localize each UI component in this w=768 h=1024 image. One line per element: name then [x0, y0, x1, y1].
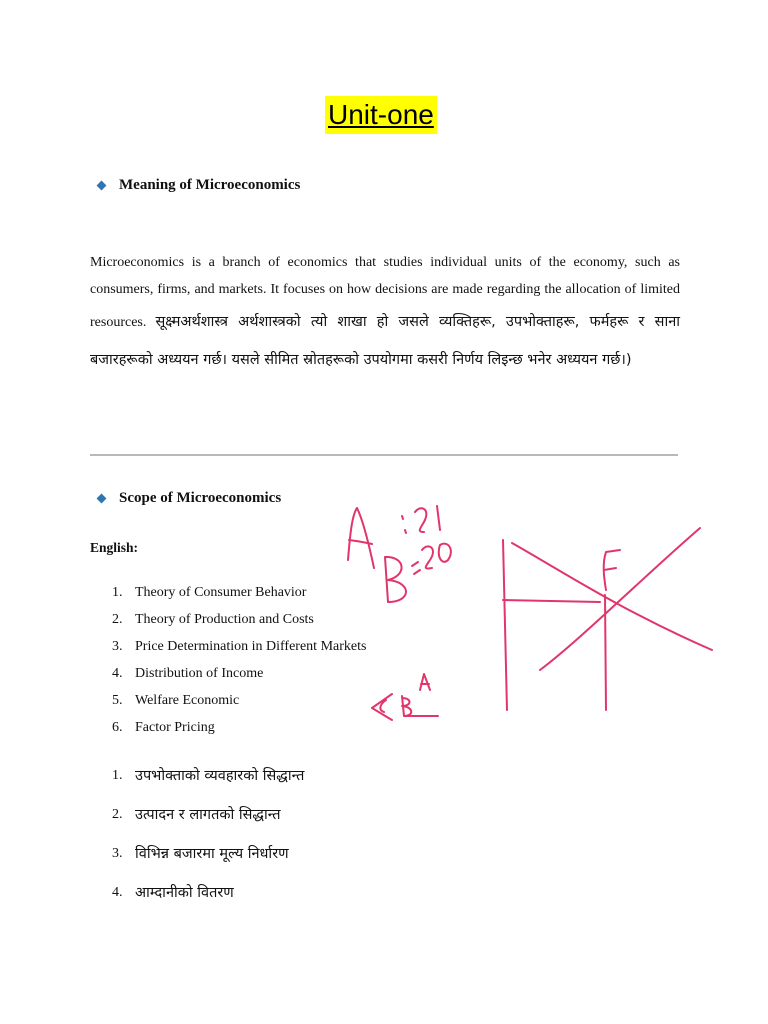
- list-item: 1. Theory of Consumer Behavior: [112, 585, 307, 600]
- list-item: 3. विभिन्न बजारमा मूल्य निर्धारण: [112, 846, 289, 862]
- nepali-scope-list: [112, 764, 304, 920]
- handwritten-letter-a-bar: [349, 540, 372, 544]
- graph-y-axis: [503, 540, 507, 710]
- section-heading-text: Scope of Microeconomics: [119, 490, 282, 506]
- handwritten-colon: [402, 516, 406, 533]
- handwritten-digits-20: [422, 544, 451, 569]
- paragraph-english: Microeconomics is a branch of economics that studies individual units of the economy, such as consumers, firms, and markets. It focuses on how decisions are made regarding the allocation of limited resources.: [90, 255, 680, 330]
- section-heading-text: Meaning of Microeconomics: [119, 177, 301, 193]
- list-item: 4. Distribution of Income: [112, 666, 264, 681]
- graph-equilibrium-drop: [605, 595, 606, 710]
- list-item: 2. उत्पादन र लागतको सिद्धान्त: [112, 807, 281, 823]
- handwritten-digits-21: [415, 506, 440, 532]
- handwritten-equals: [412, 562, 420, 574]
- list-item: 5. Welfare Economic: [112, 693, 240, 708]
- section-heading-meaning: [96, 177, 300, 194]
- handwritten-small-a: [420, 674, 430, 690]
- handwritten-letter-a: [348, 508, 374, 568]
- paragraph-nepali: सूक्ष्मअर्थशास्त्र अर्थशास्त्रको त्यो शाखा हो जसले व्यक्तिहरू, उपभोक्ताहरू, फर्महरू र साना बजारहरूको अध्ययन गर्छ। यसले सीमित स्रोतहरूको उपयोगमा कसरी निर्णय लिइन्छ भनेर अध्ययन गर्छ।): [90, 314, 681, 368]
- horizontal-divider: [90, 454, 678, 456]
- list-item: 2. Theory of Production and Costs: [112, 612, 314, 627]
- graph-demand-curve: [512, 543, 712, 650]
- graph-supply-curve: [540, 528, 700, 670]
- list-item: 6. Factor Pricing: [112, 720, 215, 735]
- handwritten-small-b: [380, 696, 438, 716]
- list-item: 3. Price Determination in Different Markets: [112, 639, 367, 654]
- unit-title: Unit-one: [325, 96, 437, 134]
- graph-x-axis: [503, 600, 600, 602]
- diamond-bullet-icon: [97, 494, 107, 504]
- list-item: 4. आम्दानीको वितरण: [112, 885, 234, 901]
- handwritten-arrow-mark: [372, 694, 392, 720]
- diamond-bullet-icon: [97, 181, 107, 191]
- english-scope-list: [112, 583, 366, 745]
- handwritten-letter-e: [604, 550, 620, 590]
- list-item: 1. उपभोक्ताको व्यवहारको सिद्धान्त: [112, 768, 305, 784]
- english-label: English:: [90, 540, 139, 555]
- section-heading-scope: [96, 490, 281, 507]
- meaning-paragraph: [90, 249, 680, 379]
- handwritten-letter-b: [385, 557, 406, 602]
